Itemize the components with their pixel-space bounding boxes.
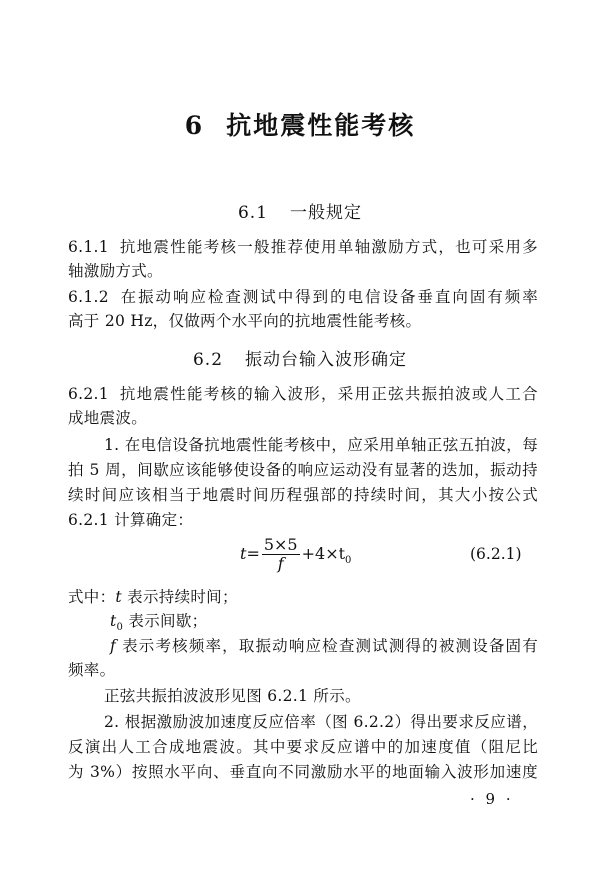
where-lead: 式中： [68, 588, 116, 606]
clause-6-2-1-line-2: 成地震波。 [68, 409, 148, 427]
chapter-title-text: 抗地震性能考核 [226, 111, 416, 140]
where-t-line [68, 585, 538, 609]
section-title-text: 一般规定 [290, 203, 363, 223]
clause-number: 6.1.1 [68, 238, 109, 256]
formula-rest-subscript: 0 [345, 555, 352, 567]
section-number: 6.2 [192, 350, 224, 370]
clause-number: 6.1.2 [68, 288, 109, 306]
symbol-f: f [110, 637, 117, 655]
where-f-desc: 表示考核频率，取振动响应检查测试测得的被测设备固有 [116, 637, 538, 655]
section-number: 6.1 [237, 203, 269, 223]
where-f-line [110, 634, 538, 658]
clause-text: 抗地震性能考核的输入波形，采用正弦共振拍波或人工合 [118, 385, 538, 403]
formula-numerator: 5×5 [263, 535, 298, 554]
where-t-desc: 表示持续时间； [121, 588, 238, 606]
item-1-line-4: 6.2.1 计算确定： [68, 511, 194, 529]
formula-fraction [262, 536, 300, 573]
figure-reference: 正弦共振拍波波形见图 6.2.1 所示。 [104, 687, 361, 705]
item-1-line-1: 1. 在电信设备抗地震性能考核中，应采用单轴正弦五拍波，每 [104, 436, 538, 454]
symbol-t: t [115, 588, 122, 606]
clause-6-1-2-line-2: 高于 20 Hz，仅做两个水平向的抗地震性能考核。 [68, 312, 422, 330]
formula-number: (6.2.1) [470, 545, 522, 563]
chapter-number: 6 [184, 111, 205, 140]
formula-6-2-1 [240, 536, 351, 580]
page-number: · 9 · [470, 790, 514, 808]
formula-equals: = [246, 544, 260, 563]
clause-6-1-1-line-1 [68, 235, 538, 259]
clause-6-1-2-line-1 [68, 285, 538, 309]
clause-number: 6.2.1 [68, 385, 109, 403]
formula-lhs: t [240, 544, 247, 563]
item-2-line-3: 为 3%）按照水平向、垂直向不同激励水平的地面输入波形加速度 [68, 763, 538, 781]
symbol-t0-subscript: 0 [116, 622, 124, 634]
where-t0-desc: 表示间歇； [123, 612, 208, 630]
item-2-line-2: 反演出人工合成地震波。其中要求反应谱中的加速度值（阻尼比 [68, 738, 538, 756]
chapter-title [0, 106, 600, 142]
formula-rest: +4×t [301, 544, 346, 563]
formula-denominator: f [277, 554, 284, 573]
clause-6-2-1-line-1 [68, 382, 538, 406]
where-f-line-2: 频率。 [68, 661, 116, 679]
clause-text: 在振动响应检查测试中得到的电信设备垂直向固有频率 [118, 288, 538, 306]
clause-text: 抗地震性能考核一般推荐使用单轴激励方式，也可采用多 [118, 238, 538, 256]
item-1-line-3: 续时间应该相当于地震时间历程强部的持续时间，其大小按公式 [68, 486, 538, 504]
item-1-line-2: 拍 5 周，间歇应该能够使设备的响应运动没有显著的迭加，振动持 [68, 461, 538, 479]
section-title-text: 振动台输入波形确定 [245, 350, 408, 370]
section-heading-6-1 [0, 198, 600, 223]
section-heading-6-2 [0, 345, 600, 370]
item-2-line-1: 2. 根据激励波加速度反应倍率（图 6.2.2）得出要求反应谱， [104, 713, 538, 731]
symbol-t0: t [110, 612, 117, 630]
clause-6-1-1-line-2: 轴激励方式。 [68, 262, 163, 280]
